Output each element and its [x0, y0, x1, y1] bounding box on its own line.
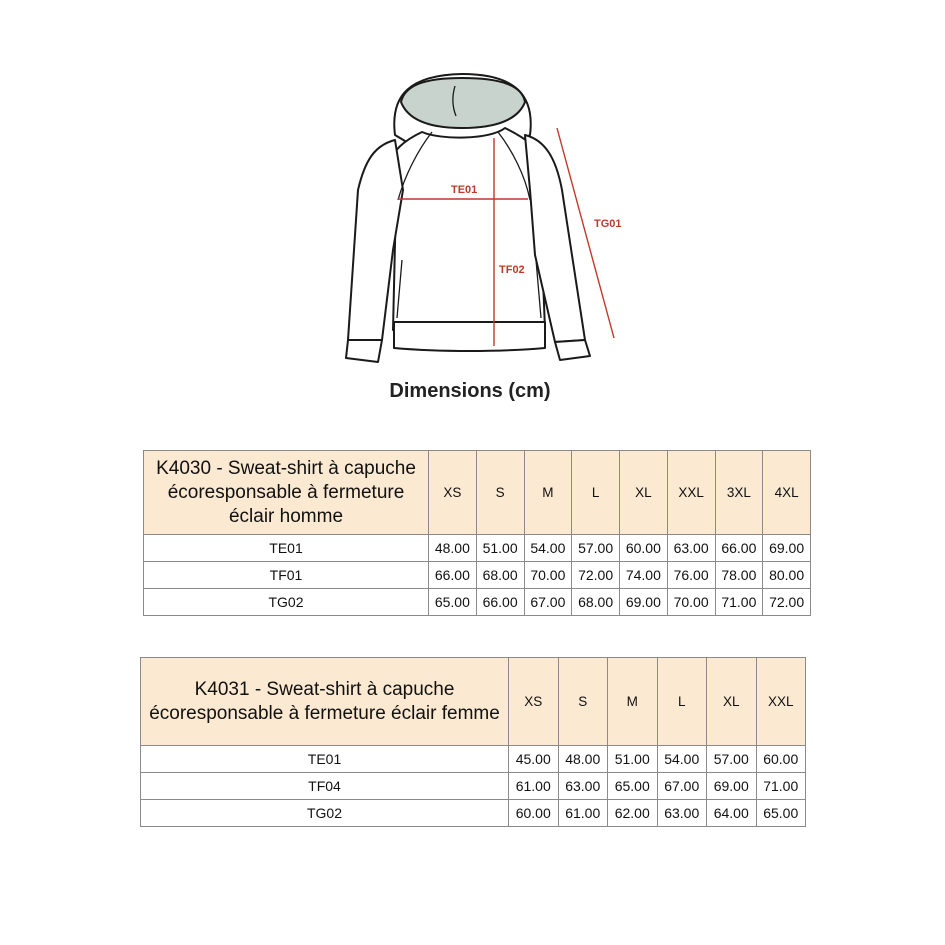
row-label: TF01 [144, 562, 429, 589]
cell-value: 69.00 [707, 773, 757, 800]
size-header: S [558, 658, 608, 746]
cell-value: 63.00 [558, 773, 608, 800]
cell-value: 64.00 [707, 800, 757, 827]
table-row [141, 773, 806, 800]
cell-value: 48.00 [558, 746, 608, 773]
waistband [394, 322, 545, 351]
table-row [144, 562, 811, 589]
women-size-table [140, 657, 806, 827]
row-label: TG02 [141, 800, 509, 827]
cell-value: 54.00 [657, 746, 707, 773]
cell-value: 57.00 [572, 535, 620, 562]
tf02-label: TF02 [499, 264, 525, 276]
row-label: TE01 [141, 746, 509, 773]
size-header: XS [429, 451, 477, 535]
table-row [144, 535, 811, 562]
size-header: 3XL [715, 451, 763, 535]
left-cuff [346, 340, 382, 362]
cell-value: 72.00 [763, 589, 811, 616]
size-header: 4XL [763, 451, 811, 535]
size-header: XS [509, 658, 559, 746]
cell-value: 57.00 [707, 746, 757, 773]
cell-value: 61.00 [509, 773, 559, 800]
row-label: TG02 [144, 589, 429, 616]
cell-value: 60.00 [620, 535, 668, 562]
cell-value: 45.00 [509, 746, 559, 773]
cell-value: 78.00 [715, 562, 763, 589]
size-header: XL [620, 451, 668, 535]
cell-value: 65.00 [756, 800, 806, 827]
cell-value: 69.00 [620, 589, 668, 616]
cell-value: 67.00 [524, 589, 572, 616]
size-header: M [524, 451, 572, 535]
cell-value: 61.00 [558, 800, 608, 827]
cell-value: 63.00 [657, 800, 707, 827]
men-table-title: K4030 - Sweat-shirt à capuche écoresponsable à fermeture éclair homme [144, 451, 429, 535]
cell-value: 51.00 [608, 746, 658, 773]
right-cuff [555, 340, 590, 360]
cell-value: 62.00 [608, 800, 658, 827]
size-header: XL [707, 658, 757, 746]
women-table-title: K4031 - Sweat-shirt à capuche écoresponsable à fermeture éclair femme [141, 658, 509, 746]
cell-value: 60.00 [509, 800, 559, 827]
dimensions-title: Dimensions (cm) [389, 380, 551, 402]
cell-value: 74.00 [620, 562, 668, 589]
cell-value: 69.00 [763, 535, 811, 562]
cell-value: 71.00 [756, 773, 806, 800]
size-header: L [572, 451, 620, 535]
cell-value: 71.00 [715, 589, 763, 616]
cell-value: 51.00 [476, 535, 524, 562]
cell-value: 54.00 [524, 535, 572, 562]
size-header: M [608, 658, 658, 746]
hoodie-drawing [330, 70, 630, 370]
te01-label: TE01 [451, 184, 478, 196]
size-header: XXL [667, 451, 715, 535]
cell-value: 67.00 [657, 773, 707, 800]
cell-value: 70.00 [667, 589, 715, 616]
women-header-row [141, 658, 806, 746]
cell-value: 72.00 [572, 562, 620, 589]
cell-value: 76.00 [667, 562, 715, 589]
row-label: TE01 [144, 535, 429, 562]
cell-value: 80.00 [763, 562, 811, 589]
tg01-label: TG01 [594, 218, 622, 230]
cell-value: 68.00 [572, 589, 620, 616]
cell-value: 70.00 [524, 562, 572, 589]
size-header: S [476, 451, 524, 535]
hoodie-illustration [330, 70, 630, 370]
cell-value: 63.00 [667, 535, 715, 562]
table-row [141, 746, 806, 773]
row-label: TF04 [141, 773, 509, 800]
men-size-table [143, 450, 811, 616]
table-row [141, 800, 806, 827]
size-header: XXL [756, 658, 806, 746]
cell-value: 66.00 [476, 589, 524, 616]
cell-value: 65.00 [429, 589, 477, 616]
cell-value: 48.00 [429, 535, 477, 562]
hood-lining [401, 78, 525, 128]
table-row [144, 589, 811, 616]
cell-value: 68.00 [476, 562, 524, 589]
cell-value: 65.00 [608, 773, 658, 800]
cell-value: 66.00 [715, 535, 763, 562]
men-header-row [144, 451, 811, 535]
cell-value: 66.00 [429, 562, 477, 589]
cell-value: 60.00 [756, 746, 806, 773]
size-header: L [657, 658, 707, 746]
